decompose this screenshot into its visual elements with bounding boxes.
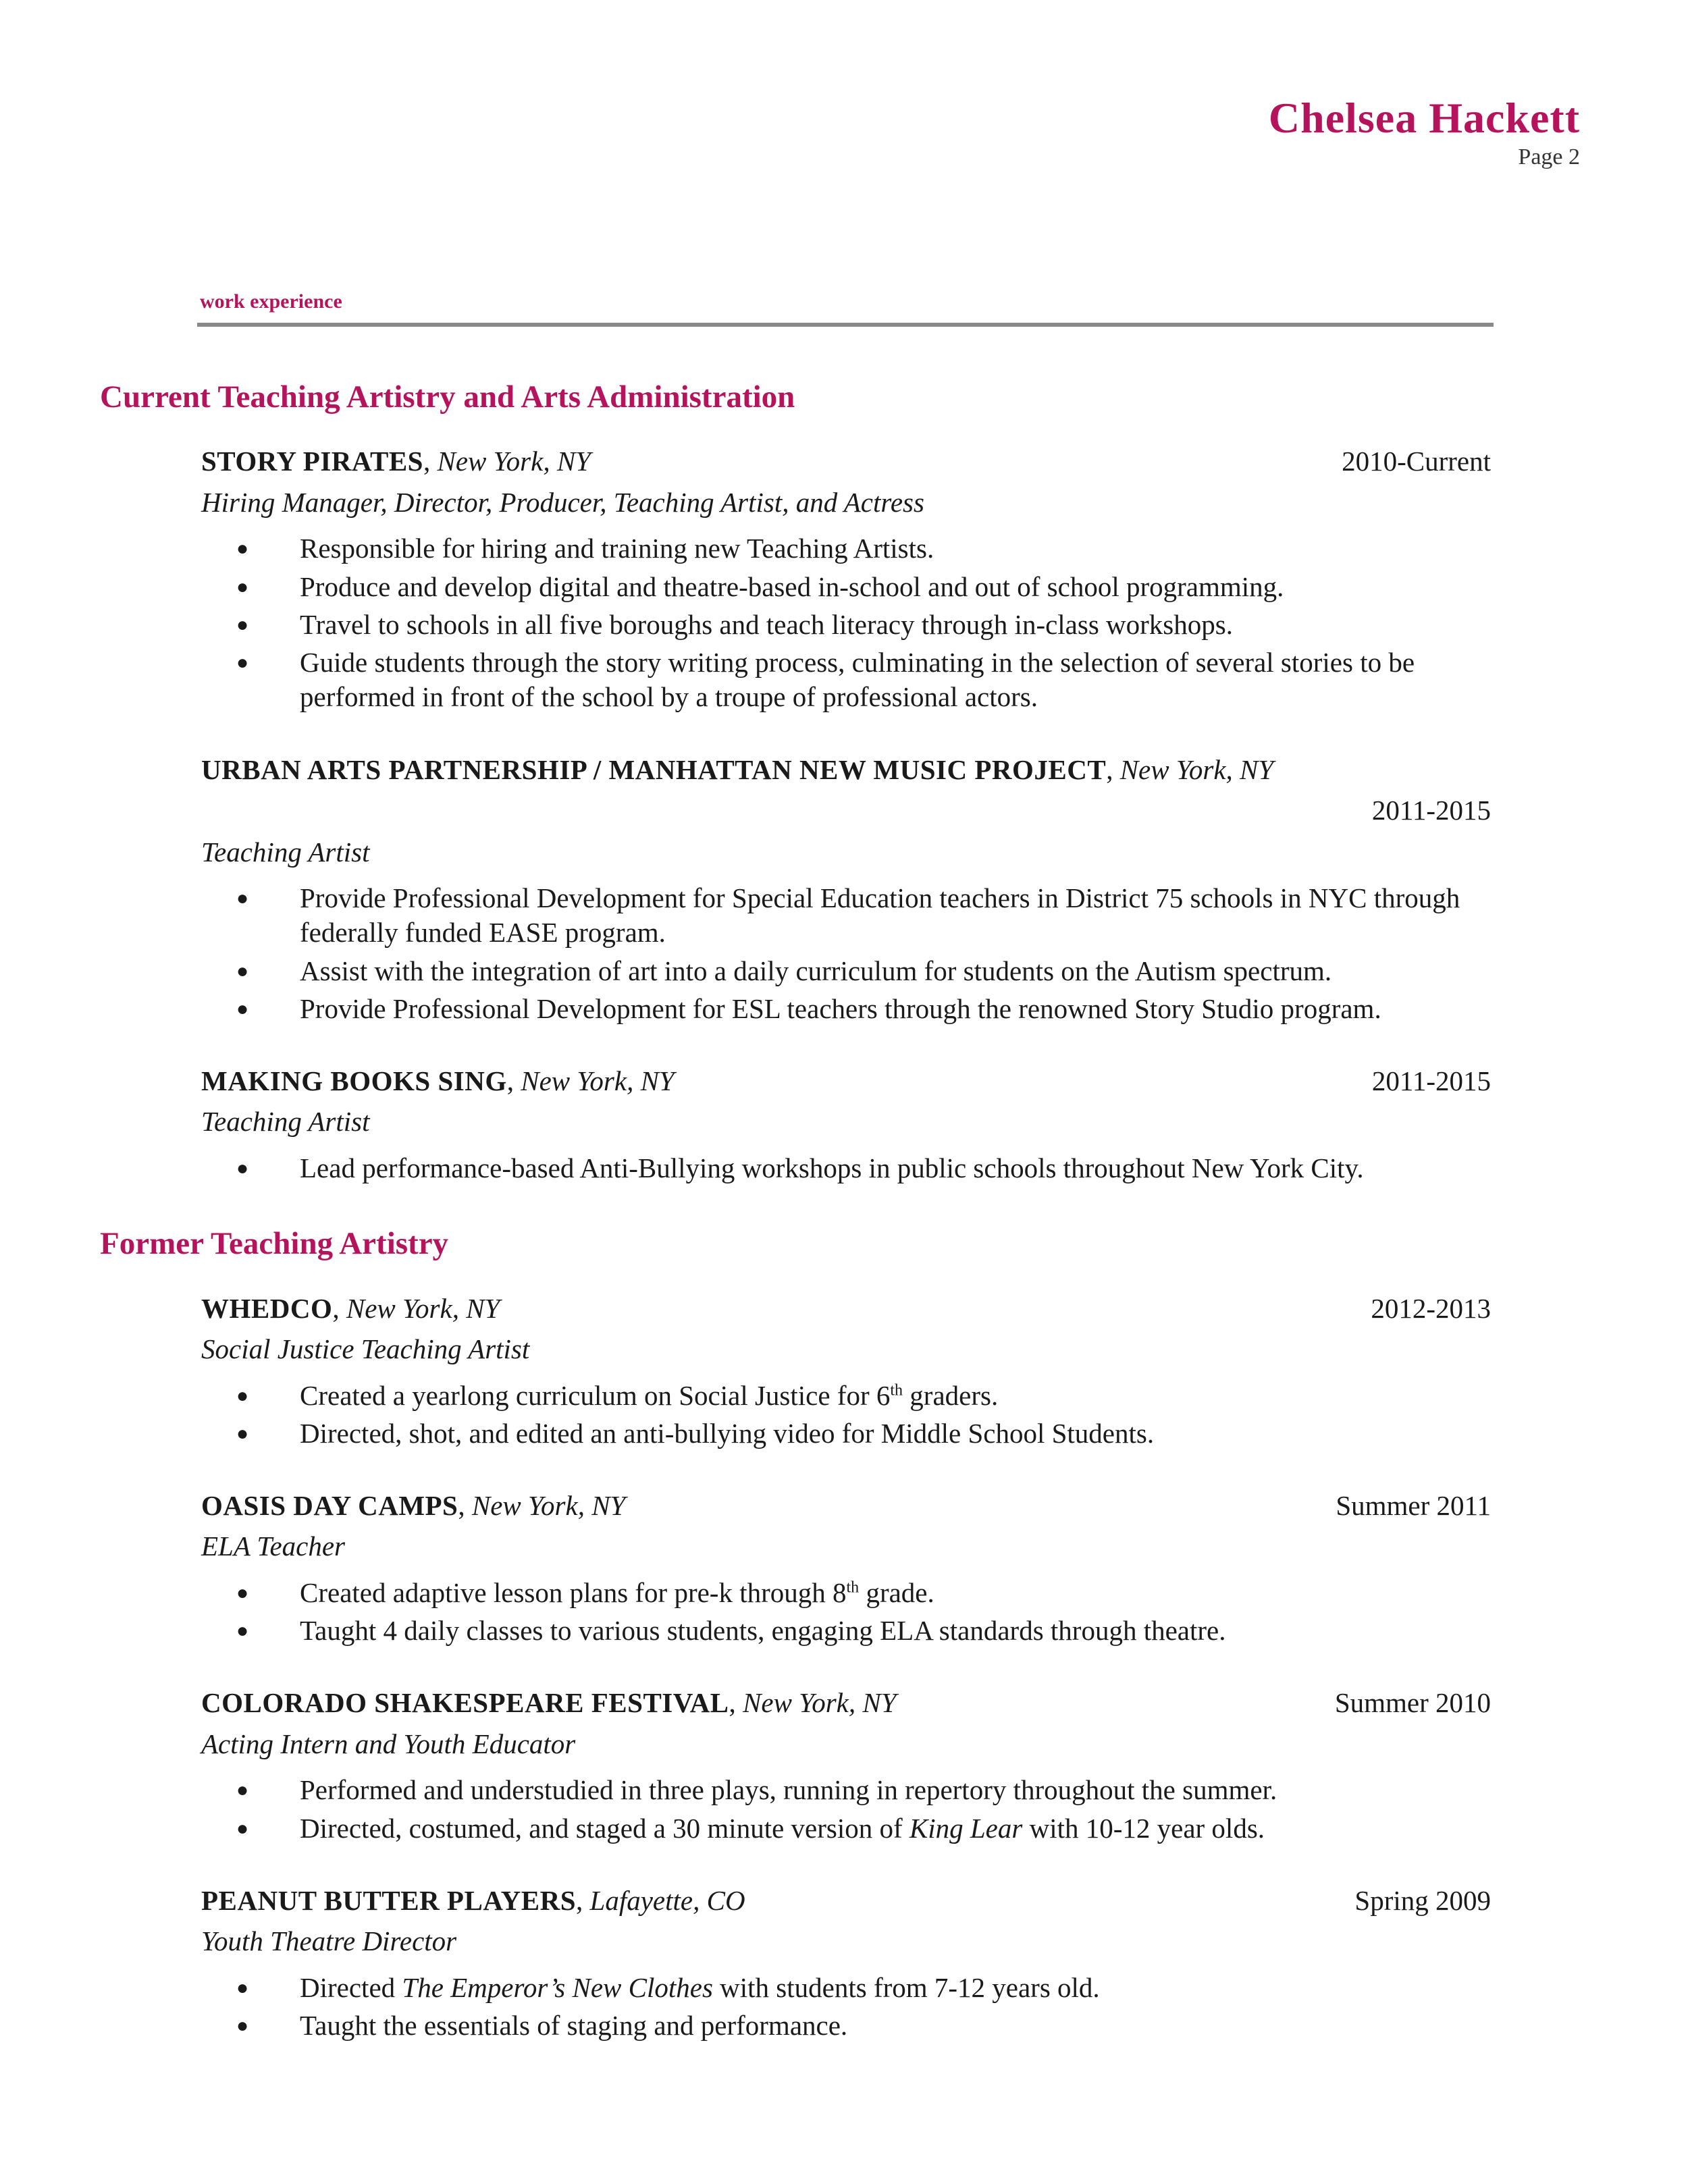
org-line [201,750,1273,790]
bullet-text: Created adaptive lesson plans for pre-k through 8 [300,1576,847,1608]
bullet-icon: ● [236,959,249,982]
bullet-icon: ● [236,613,249,636]
separator: , [1106,753,1120,785]
bullet-icon: ● [236,575,249,598]
bullet-item [201,645,1491,715]
bullet-text: Performed and understudied in three plays, running in repertory throughout the summer. [300,1774,1277,1806]
job-header [201,1683,1491,1723]
job-header [201,750,1491,790]
job-header [201,1486,1491,1526]
group-title-former: Former Teaching Artistry [100,1226,449,1262]
bullet-item [201,992,1491,1026]
bullet-text: Directed, costumed, and staged a 30 minute version of [300,1812,909,1844]
job-dates: 2012-2013 [1371,1292,1491,1324]
org-line [201,1061,675,1101]
job-header [201,442,1491,481]
job-entry [201,750,1491,1026]
bullet-item [201,1971,1491,2005]
job-bullets [201,1151,1491,1186]
bullet-text: Directed [300,1971,402,2003]
bullet-text: grade. [859,1576,934,1608]
job-header [201,1289,1491,1329]
job-bullets [201,1773,1491,1846]
job-role: ELA Teacher [201,1530,345,1562]
bullet-icon: ● [236,1156,249,1179]
bullet-item [201,954,1491,988]
job-dates: 2011-2015 [1371,1065,1491,1097]
org-name: WHEDCO [201,1292,333,1324]
separator: , [506,1065,521,1097]
bullet-icon: ● [236,1581,249,1604]
org-name: COLORADO SHAKESPEARE FESTIVAL [201,1687,729,1719]
ordinal-suffix: th [846,1578,860,1597]
job-header [201,1061,1491,1101]
bullet-icon: ● [236,651,249,674]
job-header [201,1881,1491,1921]
bullet-text: Travel to schools in all five boroughs and teach literacy through in-class workshops. [300,608,1233,640]
bullet-text: Taught the essentials of staging and performance. [300,2010,848,2042]
org-line [201,1683,897,1723]
job-bullets [201,1379,1491,1451]
work-experience [100,378,1491,2078]
bullet-item [201,531,1491,566]
section-label: work experience [200,290,342,313]
job-dates: Summer 2011 [1336,1490,1491,1522]
bullet-text: Provide Professional Development for Special Education teachers in District 75 schools in NYC through federally funded EASE program. [300,882,1460,949]
bullet-text: graders. [903,1379,999,1411]
job-dates: Spring 2009 [1354,1884,1491,1916]
separator: , [576,1884,590,1916]
bullet-icon: ● [236,1817,249,1840]
job-entry [201,1289,1491,1451]
bullet-item [201,1614,1491,1648]
bullet-text: with students from 7-12 years old. [712,1971,1100,2003]
bullet-icon: ● [236,1384,249,1407]
bullet-item [201,2008,1491,2043]
job-location: New York, NY [346,1292,500,1324]
bullet-item [201,1576,1491,1610]
bullet-text: Assist with the integration of art into a daily curriculum for students on the Autism spectrum. [300,955,1332,986]
bullet-icon: ● [236,1976,249,1999]
job-location: New York, NY [437,446,591,477]
play-title: King Lear [909,1812,1023,1844]
bullet-text: Created a yearlong curriculum on Social Justice for 6 [300,1379,891,1411]
bullet-text: with 10-12 year olds. [1022,1812,1265,1844]
bullet-text: Guide students through the story writing process, culminating in the selection of several stories to be performed in front of the school by a troupe of professional actors. [300,647,1415,713]
bullet-text: Directed, shot, and edited an anti-bullying video for Middle School Students. [300,1417,1155,1449]
org-name: PEANUT BUTTER PLAYERS [201,1884,577,1916]
bullet-item [201,1379,1491,1413]
job-role: Social Justice Teaching Artist [201,1333,530,1365]
bullet-item [201,1811,1491,1846]
bullet-item [201,570,1491,604]
separator: , [423,446,438,477]
job-bullets [201,881,1491,1026]
group-title-current: Current Teaching Artistry and Arts Administration [100,379,795,415]
org-line [201,1289,500,1329]
org-name: STORY PIRATES [201,446,423,477]
bullet-text: Responsible for hiring and training new Teaching Artists. [300,533,934,564]
job-dates: 2011-2015 [1371,795,1491,826]
job-entry [201,1061,1491,1186]
job-location: New York, NY [1119,753,1274,785]
org-name: MAKING BOOKS SING [201,1065,507,1097]
bullet-text: Lead performance-based Anti-Bullying workshops in public schools throughout New York City. [300,1152,1364,1183]
play-title: The Emperor’s New Clothes [402,1971,713,2003]
bullet-text: Taught 4 daily classes to various students, engaging ELA standards through theatre. [300,1615,1226,1647]
ordinal-suffix: th [890,1381,903,1399]
org-line [201,442,591,481]
bullet-text: Provide Professional Development for ESL teachers through the renowned Story Studio program. [300,992,1381,1024]
bullet-item [201,1773,1491,1807]
bullet-text: Produce and develop digital and theatre-based in-school and out of school programming. [300,570,1284,602]
job-role: Hiring Manager, Director, Producer, Teaching Artist, and Actress [201,486,924,518]
bullet-item [201,1416,1491,1451]
bullet-item [201,608,1491,642]
bullet-icon: ● [236,2015,249,2037]
job-location: New York, NY [743,1687,897,1719]
job-bullets [201,531,1491,714]
bullet-icon: ● [236,887,249,910]
job-entry [201,1881,1491,2043]
page-number: Page 2 [1518,144,1580,170]
separator: , [458,1490,472,1522]
job-dates: Summer 2010 [1334,1687,1491,1719]
job-entry [201,1683,1491,1845]
separator: , [332,1292,346,1324]
job-entry [201,442,1491,714]
bullet-icon: ● [236,1779,249,1802]
bullet-icon: ● [236,1422,249,1445]
bullet-item [201,881,1491,951]
job-entry [201,1486,1491,1648]
job-location: Lafayette, CO [589,1884,745,1916]
bullet-icon: ● [236,537,249,560]
bullet-icon: ● [236,997,249,1020]
org-name: OASIS DAY CAMPS [201,1490,458,1522]
job-role: Teaching Artist [201,1106,370,1138]
job-role: Acting Intern and Youth Educator [201,1728,576,1759]
separator: , [729,1687,743,1719]
job-location: New York, NY [521,1065,675,1097]
bullet-icon: ● [236,1620,249,1643]
bullet-item [201,1151,1491,1186]
section-divider [197,323,1494,327]
candidate-name: Chelsea Hackett [1268,94,1580,142]
job-bullets [201,1971,1491,2044]
job-bullets [201,1576,1491,1649]
job-role: Teaching Artist [201,836,370,868]
job-role: Youth Theatre Director [201,1925,457,1957]
org-line [201,1881,745,1921]
job-location: New York, NY [471,1490,626,1522]
job-dates: 2010-Current [1342,446,1491,477]
org-name: URBAN ARTS PARTNERSHIP / MANHATTAN NEW MUSIC PROJECT [201,753,1107,785]
page-header [1269,95,1580,170]
org-line [201,1486,625,1526]
